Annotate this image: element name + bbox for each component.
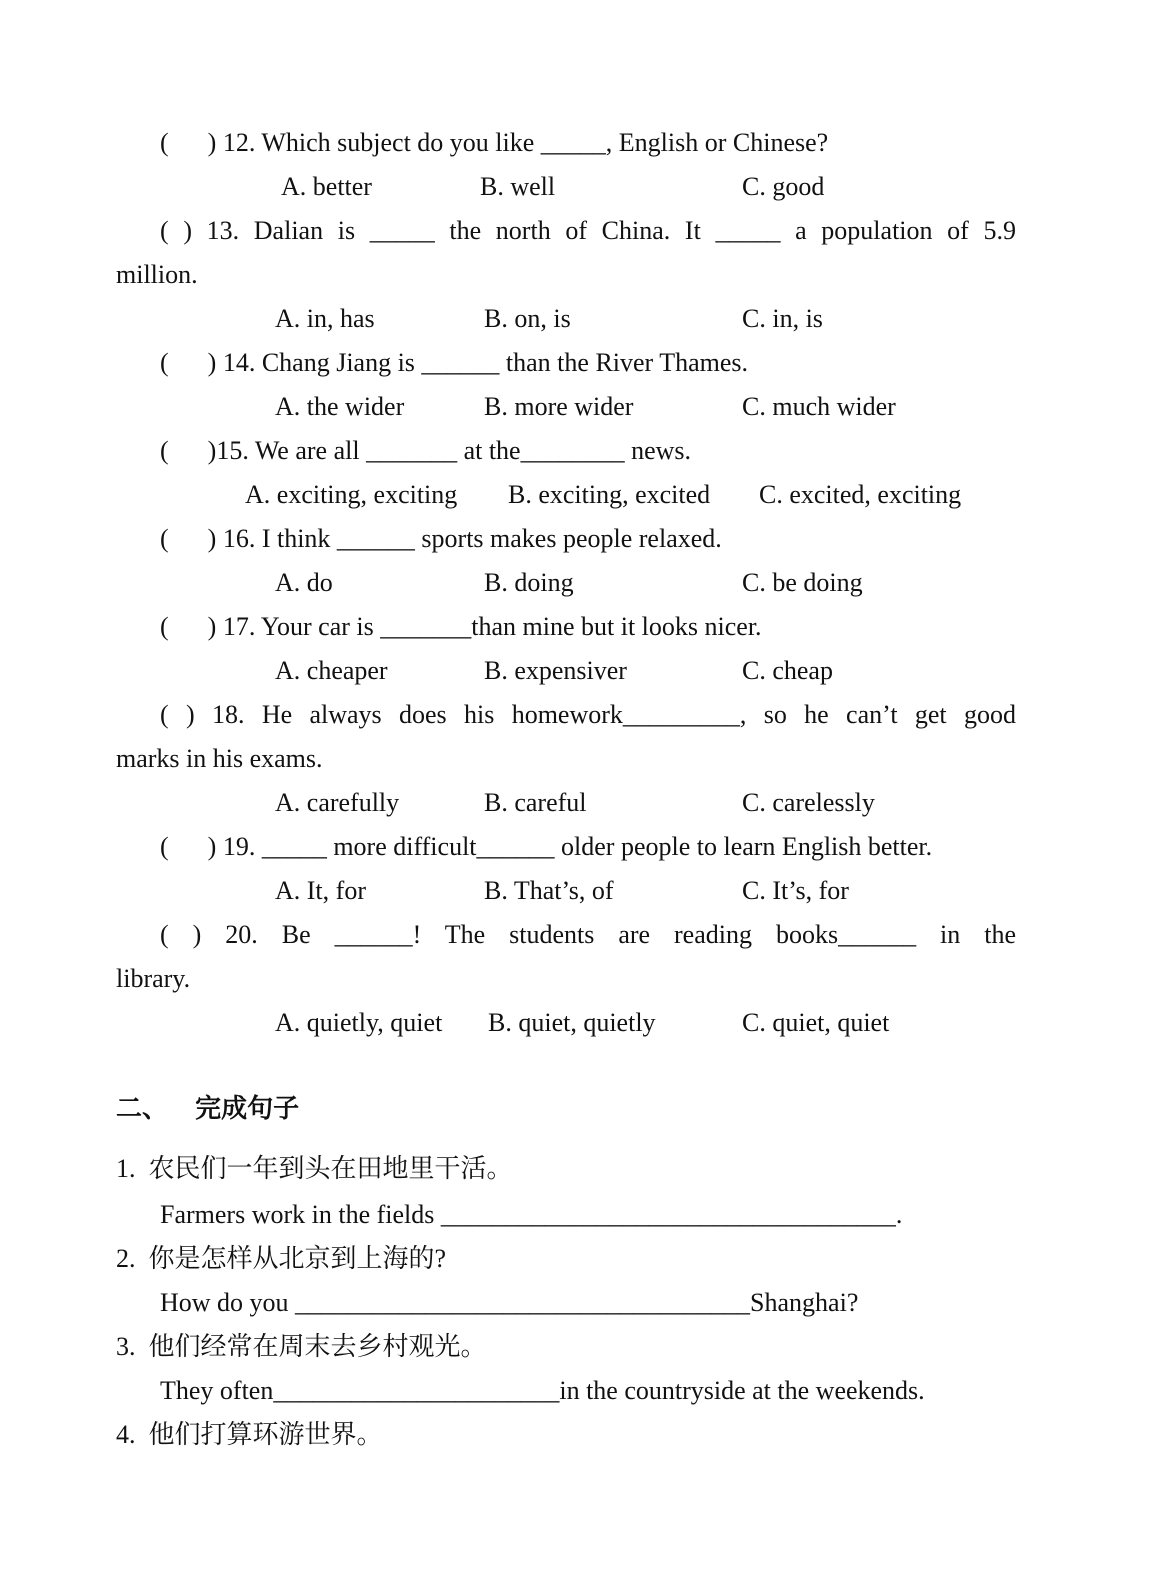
- question-13-option-a: A. in, has: [275, 304, 375, 333]
- question-15-stem: ( )15. We are all _______ at the________ news.: [160, 436, 692, 465]
- question-20-continuation: library.: [116, 964, 191, 993]
- question-13-stem: ( ) 13. Dalian is _____ the north of China. It _____ a population of 5.9: [160, 216, 1016, 245]
- question-18-stem: ( ) 18. He always does his homework_________, so he can’t get good: [160, 700, 1016, 729]
- question-14-option-b: B. more wider: [484, 392, 634, 421]
- question-14-option-a: A. the wider: [275, 392, 405, 421]
- sentence-1-english: Farmers work in the fields ___________________________________.: [160, 1200, 903, 1229]
- question-14-stem: ( ) 14. Chang Jiang is ______ than the River Thames.: [160, 348, 749, 377]
- question-18-option-c: C. carelessly: [742, 788, 875, 817]
- question-12-option-a: A. better: [281, 172, 372, 201]
- question-18-option-a: A. carefully: [275, 788, 400, 817]
- question-17-stem: ( ) 17. Your car is _______than mine but it looks nicer.: [160, 612, 762, 641]
- question-13-option-c: C. in, is: [742, 304, 823, 333]
- question-16-option-a: A. do: [275, 568, 333, 597]
- question-19-option-a: A. It, for: [275, 876, 366, 905]
- question-17-option-c: C. cheap: [742, 656, 833, 685]
- question-19-option-b: B. That’s, of: [484, 876, 614, 905]
- sentence-1-chinese: 1. 农民们一年到头在田地里干活。: [116, 1154, 513, 1183]
- question-18-continuation: marks in his exams.: [116, 744, 323, 773]
- question-17-option-a: A. cheaper: [275, 656, 388, 685]
- sentence-2-english: How do you ___________________________________Shanghai?: [160, 1288, 859, 1317]
- question-19-stem: ( ) 19. _____ more difficult______ older people to learn English better.: [160, 832, 933, 861]
- question-12-option-b: B. well: [480, 172, 556, 201]
- question-12-stem: ( ) 12. Which subject do you like _____, English or Chinese?: [160, 128, 829, 157]
- question-16-option-b: B. doing: [484, 568, 574, 597]
- question-13-option-b: B. on, is: [484, 304, 571, 333]
- sentence-4-chinese: 4. 他们打算环游世界。: [116, 1420, 383, 1449]
- question-20-option-c: C. quiet, quiet: [742, 1008, 890, 1037]
- question-16-stem: ( ) 16. I think ______ sports makes people relaxed.: [160, 524, 722, 553]
- question-16-option-c: C. be doing: [742, 568, 863, 597]
- question-15-option-c: C. excited, exciting: [759, 480, 962, 509]
- question-20-stem: ( ) 20. Be ______! The students are reading books______ in the: [160, 920, 1016, 949]
- section-2-title: 二、 完成句子: [116, 1094, 300, 1124]
- question-18-option-b: B. careful: [484, 788, 587, 817]
- sentence-3-chinese: 3. 他们经常在周末去乡村观光。: [116, 1332, 487, 1361]
- question-12-option-c: C. good: [742, 172, 825, 201]
- question-15-option-a: A. exciting, exciting: [245, 480, 458, 509]
- sentence-3-english: They often______________________in the countryside at the weekends.: [160, 1376, 925, 1405]
- question-19-option-c: C. It’s, for: [742, 876, 849, 905]
- question-15-option-b: B. exciting, excited: [508, 480, 711, 509]
- question-20-option-b: B. quiet, quietly: [488, 1008, 656, 1037]
- question-17-option-b: B. expensiver: [484, 656, 627, 685]
- question-14-option-c: C. much wider: [742, 392, 896, 421]
- sentence-2-chinese: 2. 你是怎样从北京到上海的?: [116, 1244, 447, 1273]
- question-20-option-a: A. quietly, quiet: [275, 1008, 443, 1037]
- question-13-continuation: million.: [116, 260, 198, 289]
